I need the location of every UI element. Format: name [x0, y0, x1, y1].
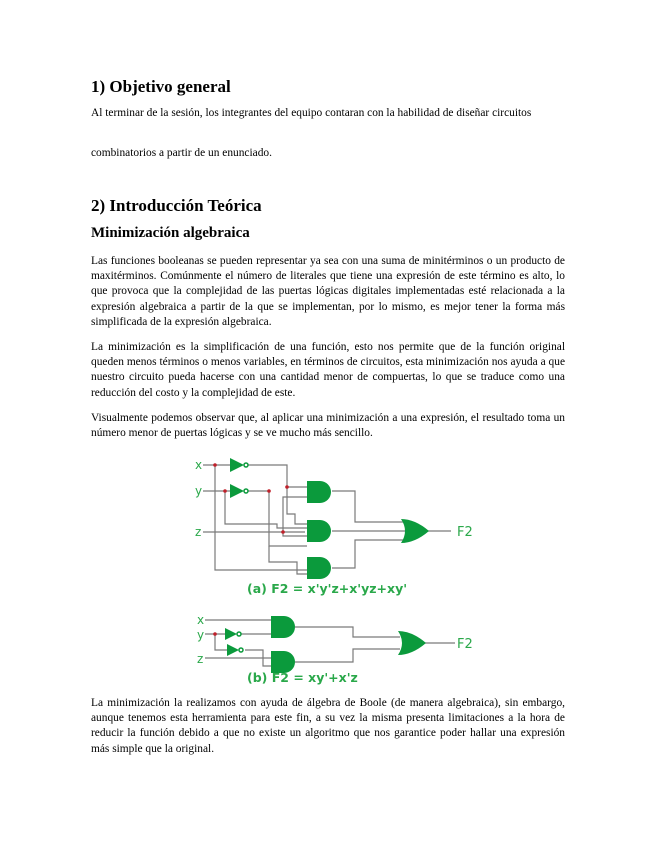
input-x-label-b: x: [197, 613, 205, 627]
circuit-a-wires: [203, 465, 451, 574]
input-y-label-b: y: [197, 628, 205, 642]
intro-paragraph-2: La minimización es la simplificación de una función, esto nos permite que de la función original queden menos términos o menos variables, en términos de circuitos, esta minimización nos ayuda a que nuestro circuito pueda hacerse con una cantidad menor de compuertas, lo que se traduce como una reducción del costo y la complejidad de este.: [91, 341, 565, 399]
input-z-label-a: z: [195, 525, 202, 539]
intro-paragraph-3: Visualmente podemos observar que, al aplicar una minimización a una expresión, el resultado toma un número menor de puertas lógicas y se ve mucho más sencillo.: [91, 412, 565, 440]
input-z-label-b: z: [197, 652, 204, 666]
caption-b: (b) F2 = xy'+x'z: [247, 670, 358, 685]
subsection-title: Minimización algebraica: [91, 225, 250, 241]
output-label-b: F2: [457, 637, 473, 652]
caption-a: (a) F2 = x'y'z+x'yz+xy': [247, 581, 408, 596]
objective-paragraph-2: combinatorios a partir de un enunciado.: [91, 147, 272, 159]
input-y-label-a: y: [195, 484, 203, 498]
circuit-b-gates: [225, 616, 426, 673]
section-2-title: 2) Introducción Teórica: [91, 196, 262, 215]
intro-paragraph-1: Las funciones booleanas se pueden representar ya sea con una suma de minitérminos o un producto de maxitérminos. Comúnmente el número de literales que tiene una expresión de este término es alto, lo que provoca que la complejidad de las puertas lógicas digitales implementadas esté relacionada a la expresión algebraica a partir de la que se implementan, por lo mismo, es mejor tener la forma más simplificada de la expresión algebraica.: [91, 255, 565, 328]
input-x-label-a: x: [195, 458, 203, 472]
output-label-a: F2: [457, 525, 473, 540]
intro-paragraph-4: La minimización la realizamos con ayuda de álgebra de Boole (de manera algebraica), sin embargo, aunque tenemos esta herramienta para este fin, a su vez la misma presenta limitaciones a la hora de reducir la función debido a que no existe un algoritmo que nos garantice poder hallar una expresión más simple que la original.: [91, 697, 565, 755]
circuit-b-junctions: [213, 632, 217, 636]
circuit-figure: [185, 452, 485, 687]
section-1-title: 1) Objetivo general: [91, 77, 231, 96]
circuit-a-gates: [230, 458, 429, 579]
objective-paragraph-1: Al terminar de la sesión, los integrantes del equipo contaran con la habilidad de diseñar circuitos: [91, 107, 532, 119]
